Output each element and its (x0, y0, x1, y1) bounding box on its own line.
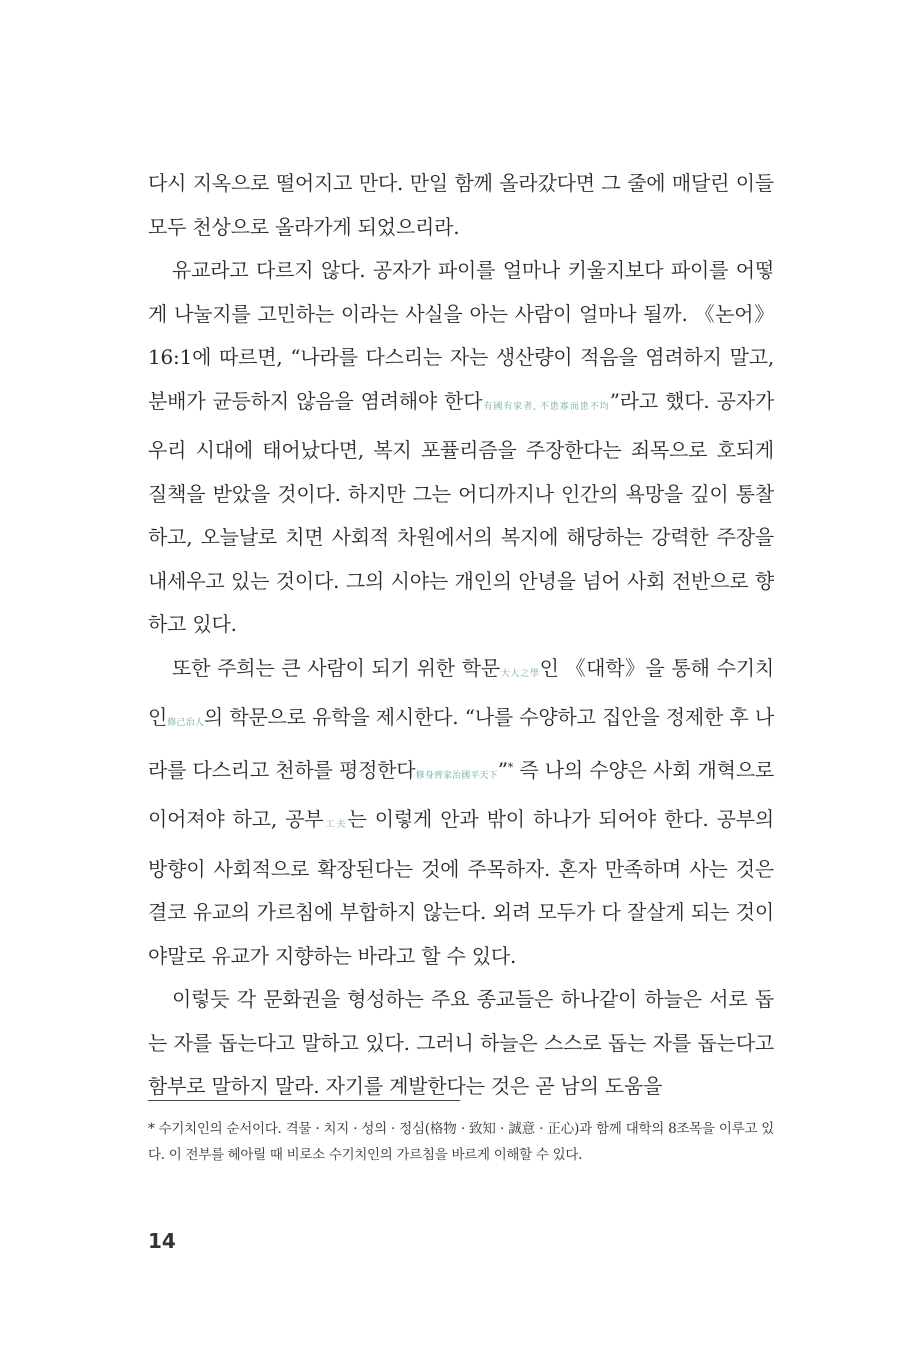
page-number: 14 (148, 1229, 176, 1253)
text-segment: 는 이렇게 안과 밖이 하나가 되어야 한다. 공부의 방향이 사회적으로 확장된다는 것에 주목하자. 혼자 만족하며 사는 것은 결코 유교의 가르침에 부합하지 않는다. 외려 모두가 다 잘살게 되는 것이야말로 유교가 지향하는 바라고 할 수 있다. (148, 807, 774, 968)
text-segment: 유교라고 다르지 않다. 공자가 파이를 얼마나 키울지보다 파이를 어떻게 나눌지를 고민하는 이라는 사실을 아는 사람이 얼마나 될까. 《논어》 16:1에 따르면, “나라를 다스리는 자는 생산량이 적음을 염려하지 말고, 분배가 균등하지 않음을 염려해야 한다 (148, 258, 774, 413)
text-segment: ” (497, 757, 508, 782)
text-segment: 또한 주희는 큰 사람이 되기 위한 학문 (172, 655, 501, 680)
footnote-marker: * (507, 760, 514, 774)
body-text (148, 162, 774, 1109)
footnote: * 수기치인의 순서이다. 격물 · 치지 · 성의 · 정심(格物 · 致知 · 誠意 · 正心)과 함께 대학의 8조목을 이루고 있다. 이 전부를 헤아릴 때 비로소 수기치인의 가르침을 바르게 이해할 수 있다. (148, 1121, 774, 1163)
hanja-annotation: 有國有家者, 不患寡而患不均 (482, 401, 610, 412)
paragraph (148, 647, 774, 979)
text-segment: 인 《대학》을 통해 수기치인 (148, 655, 774, 729)
text-segment: 의 학문으로 유학을 제시한다. “나를 수양하고 집안을 정제한 후 나라를 다스리고 천하를 평정한다 (148, 705, 774, 782)
text-segment: 다시 지옥으로 떨어지고 만다. 만일 함께 올라갔다면 그 줄에 매달린 이들 모두 천상으로 올라가게 되었으리라. (148, 171, 774, 239)
hanja-annotation: 修身齊家治國平天下 (415, 770, 498, 781)
hanja-annotation: 大人之學 (500, 668, 540, 679)
text-segment: 즉 나의 수양은 사회 개혁으로 이어져야 하고, 공부 (148, 757, 774, 831)
hanja-annotation: 修己治人 (167, 718, 204, 728)
text-segment: 이렇듯 각 문화권을 형성하는 주요 종교들은 하나같이 하늘은 서로 돕는 자를 돕는다고 말하고 있다. 그러니 하늘은 스스로 돕는 자를 돕는다고 함부로 말하지 말라. 자기를 계발한다는 것은 곧 남의 도움을 (148, 987, 774, 1098)
paragraph (148, 978, 774, 1109)
paragraph (148, 249, 774, 647)
text-segment: ”라고 했다. 공자가 우리 시대에 태어났다면, 복지 포퓰리즘을 주장한다는 죄목으로 호되게 질책을 받았을 것이다. 하지만 그는 어디까지나 인간의 욕망을 깊이 통찰하고, 오늘날로 치면 사회적 차원에서의 복지에 해당하는 강력한 주장을 내세우고 있는 것이다. 그의 시야는 개인의 안녕을 넘어 사회 전반으로 향하고 있다. (148, 388, 774, 636)
footnote-divider (148, 1100, 460, 1101)
paragraph (148, 162, 774, 249)
hanja-annotation: 工夫 (323, 820, 348, 830)
